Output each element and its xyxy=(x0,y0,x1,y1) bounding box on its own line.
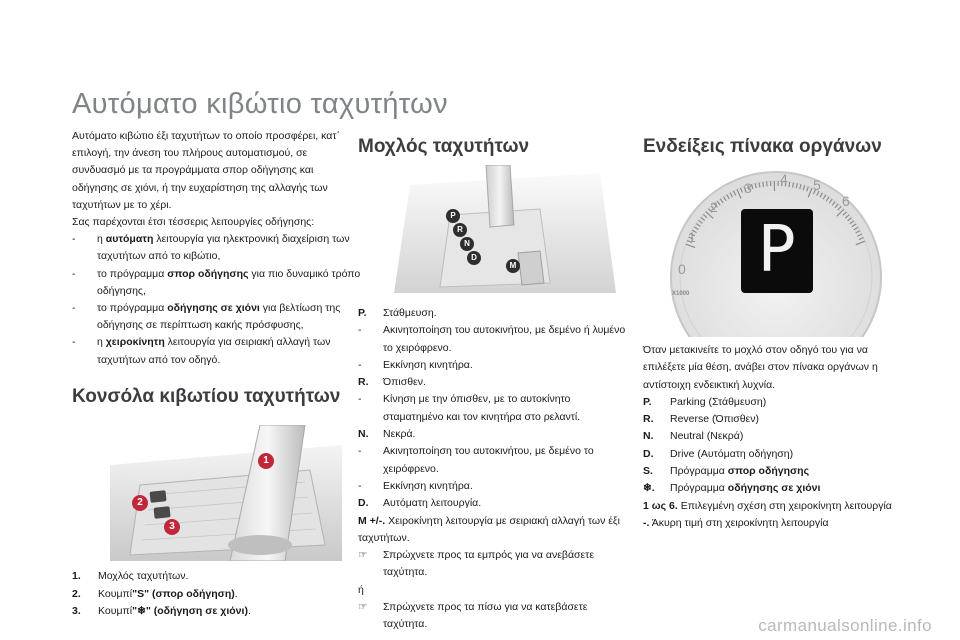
indicator-row xyxy=(643,428,913,445)
mode-bold: οδήγησης σε χιόνι xyxy=(167,302,260,315)
snowflake-icon: ❄. xyxy=(643,482,655,495)
mode-bold: αυτόματη xyxy=(105,233,154,246)
indicators-section-title: Ενδείξεις πίνακα οργάνων xyxy=(643,136,882,157)
gauge-number: 0 xyxy=(678,261,686,277)
mode-text: λειτουργία για σειριακή αλλαγή των ταχυτήτων από τον οδηγό. xyxy=(97,336,331,366)
mode-text: για πιο δυναμικό τρόπο οδήγησης, xyxy=(97,267,361,297)
indicator-text: Άκυρη τιμή στη χειροκίνητη λειτουργία xyxy=(651,516,829,529)
intro-section xyxy=(72,128,362,369)
position-text: Αυτόματη λειτουργία. xyxy=(383,497,482,510)
gauge-number: 2 xyxy=(710,199,718,215)
position-row xyxy=(358,478,630,495)
list-dash: - xyxy=(72,302,76,315)
position-row xyxy=(358,599,630,634)
indicator-row xyxy=(643,411,913,428)
gauge-number: 1 xyxy=(688,229,696,245)
mode-text: η xyxy=(97,233,106,246)
mode-bold: χειροκίνητη xyxy=(105,336,165,349)
legend-text: Κουμπί xyxy=(98,587,133,600)
indicator-text: Πρόγραμμα xyxy=(670,482,728,495)
indicators-list xyxy=(643,342,913,532)
list-dash: - xyxy=(358,445,362,458)
legend-text: . xyxy=(247,605,251,617)
legend-item xyxy=(72,603,251,621)
intro-paragraph: Αυτόματο κιβώτιο έξι ταχυτήτων το οποίο προσφέρει, κατ΄ επιλογή, την άνεση του πλήρους αυτοματισμού, σε συνδυασμό με τα προγράμματα σπορ οδήγησης και οδήγησης σε χιόνι, ή την ευχαρίστηση της αλλαγής των ταχυτήτων με το χέρι. xyxy=(72,130,340,211)
position-row xyxy=(358,322,630,357)
legend-number: 3. xyxy=(72,605,81,617)
indicators-intro: Όταν μετακινείτε το μοχλό στον οδηγό του για να επιλέξετε μία θέση, ανάβει στον πίνακα οργάνων η αντίστοιχη ενδεικτική λυχνία. xyxy=(643,344,878,391)
indicator-row xyxy=(643,446,913,463)
indicator-text: Drive (Αυτόματη οδήγηση) xyxy=(670,447,794,460)
legend-number: 2. xyxy=(72,587,81,600)
mode-text: το πρόγραμμα xyxy=(97,267,168,280)
lever-gate-illustration xyxy=(390,165,620,293)
indicator-key: D. xyxy=(643,447,654,460)
gate-badge-m: M xyxy=(506,259,520,273)
indicator-text: Επιλεγμένη σχέση στη χειροκίνητη λειτουργία xyxy=(680,499,892,512)
indicator-text: Πρόγραμμα xyxy=(670,465,728,478)
position-text: ή xyxy=(358,583,364,596)
indicator-bold: σπορ οδήγησης xyxy=(727,465,810,478)
legend-item xyxy=(72,568,251,586)
mode-bold: σπορ οδήγησης xyxy=(167,267,249,280)
gate-badge-p: P xyxy=(446,209,460,223)
page-title: Αυτόματο κιβώτιο ταχυτήτων xyxy=(72,88,448,120)
mode-item xyxy=(72,334,362,368)
list-dash: - xyxy=(358,479,362,492)
lever-section-title: Μοχλός ταχυτήτων xyxy=(358,136,530,157)
console-section-title: Κονσόλα κιβωτίου ταχυτήτων xyxy=(72,386,341,407)
callout-3: 3 xyxy=(164,519,180,535)
position-key: N. xyxy=(358,428,369,441)
legend-text: . xyxy=(234,587,238,600)
position-row xyxy=(358,582,630,599)
modes-intro: Σας παρέχονται έτσι τέσσερις λειτουργίες οδήγησης: xyxy=(72,216,315,229)
position-key: D. xyxy=(358,497,369,510)
position-text: Χειροκίνητη λειτουργία με σειριακή αλλαγή των έξι ταχυτήτων. xyxy=(358,514,620,544)
position-row xyxy=(358,305,630,322)
indicator-row xyxy=(643,394,913,411)
indicator-row xyxy=(643,515,913,532)
position-text: Ακινητοποίηση του αυτοκινήτου, με δεμένο το χειρόφρενο. xyxy=(383,445,594,475)
lever-positions-list xyxy=(358,305,630,634)
legend-bold: "S" (σπορ οδήγηση) xyxy=(132,587,235,600)
callout-2: 2 xyxy=(132,495,148,511)
gate-badge-n: N xyxy=(460,237,474,251)
position-text: Σπρώχνετε προς τα πίσω για να κατεβάσετε ταχύτητα. xyxy=(383,601,588,631)
gate-badge-r: R xyxy=(453,223,467,237)
indicator-key: R. xyxy=(643,413,654,426)
position-row xyxy=(358,426,630,443)
position-key: M +/-. xyxy=(358,514,386,527)
gauge-number: 4 xyxy=(780,171,788,187)
callout-1: 1 xyxy=(258,453,274,469)
indicator-row xyxy=(643,498,913,515)
position-text: Όπισθεν. xyxy=(383,376,426,389)
gate-badge-d: D xyxy=(467,251,481,265)
mode-item xyxy=(72,231,362,265)
position-row xyxy=(358,547,630,582)
legend-number: 1. xyxy=(72,570,81,582)
mode-item xyxy=(72,266,362,300)
gauge-tick xyxy=(789,182,790,187)
hand-pointer-icon: ☞ xyxy=(358,601,368,614)
position-row xyxy=(358,374,630,391)
mode-item xyxy=(72,300,362,334)
indicator-key: 1 ως 6. xyxy=(643,499,678,512)
indicator-text: Neutral (Νεκρά) xyxy=(670,430,744,443)
position-text: Στάθμευση. xyxy=(383,307,437,319)
list-dash: - xyxy=(72,233,76,246)
legend-text: Μοχλός ταχυτήτων. xyxy=(98,570,189,582)
mode-text: η xyxy=(97,336,106,349)
indicator-text: Parking (Στάθμευση) xyxy=(670,395,767,408)
position-text: Ακινητοποίηση του αυτοκινήτου, με δεμένο ή λυμένο το χειρόφρενο. xyxy=(383,324,626,354)
position-row xyxy=(358,495,630,512)
list-dash: - xyxy=(358,393,362,406)
list-dash: - xyxy=(358,324,362,337)
console-drawing xyxy=(110,425,342,561)
position-key: R. xyxy=(358,376,369,389)
instrument-panel-illustration xyxy=(648,165,903,337)
position-text: Νεκρά. xyxy=(383,428,416,441)
console-illustration xyxy=(110,425,342,561)
watermark: carmanualsonline.info xyxy=(758,616,932,635)
position-text: Εκκίνηση κινητήρα. xyxy=(383,479,473,492)
gauge-unit-label: X1000 xyxy=(672,291,690,297)
position-row xyxy=(358,513,630,548)
list-dash: - xyxy=(72,336,76,349)
legend-item xyxy=(72,586,251,604)
mode-text: λειτουργία για ηλεκτρονική διαχείριση των ταχυτήτων από το κιβώτιο, xyxy=(97,233,350,263)
position-row xyxy=(358,443,630,478)
mode-text: για βελτίωση της οδήγησης σε περίπτωση κακής πρόσφυσης, xyxy=(97,302,341,332)
hand-pointer-icon: ☞ xyxy=(358,549,368,562)
indicator-row xyxy=(643,463,913,480)
position-text: Εκκίνηση κινητήρα. xyxy=(383,358,473,371)
gauge-tick xyxy=(763,182,764,187)
indicator-key: N. xyxy=(643,430,654,443)
indicator-key: P. xyxy=(643,395,652,408)
position-text: Κίνηση με την όπισθεν, με το αυτοκίνητο σταματημένο και τον κινητήρα στο ρελαντί. xyxy=(383,393,581,423)
indicator-key: -. xyxy=(643,516,650,529)
position-key: P. xyxy=(358,307,367,319)
gate-drawing xyxy=(390,165,620,293)
gauge-number: 5 xyxy=(813,177,821,193)
position-text: Σπρώχνετε προς τα εμπρός για να ανεβάσετε ταχύτητα. xyxy=(383,549,595,579)
list-dash: - xyxy=(358,358,362,371)
gauge-number: 6 xyxy=(842,193,850,209)
display-gear-letter: P xyxy=(757,213,797,287)
indicator-text: Reverse (Όπισθεν) xyxy=(670,413,759,426)
legend-text: Κουμπί xyxy=(98,605,133,617)
console-legend xyxy=(72,568,251,621)
indicator-bold: οδήγησης σε χιόνι xyxy=(727,482,821,495)
position-row xyxy=(358,391,630,426)
position-row xyxy=(358,357,630,374)
indicator-row xyxy=(643,480,913,497)
legend-bold: "❄" (οδήγηση σε χιόνι) xyxy=(132,605,248,617)
indicator-key: S. xyxy=(643,465,653,478)
gauge-number: 3 xyxy=(744,180,752,196)
list-dash: - xyxy=(72,267,76,280)
mode-text: το πρόγραμμα xyxy=(97,302,168,315)
